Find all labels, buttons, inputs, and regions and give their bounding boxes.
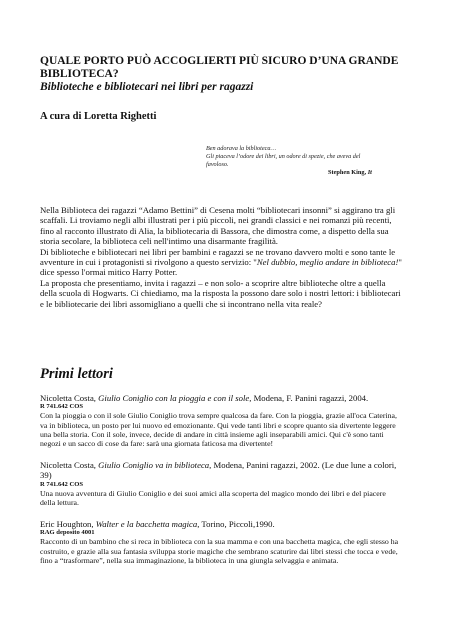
- book-reference: [40, 393, 402, 403]
- curator-line: A cura di Loretta Righetti: [40, 111, 157, 122]
- book-publisher: , Modena, F. Panini ragazzi, 2004.: [249, 393, 369, 403]
- book-publisher: , Modena, Panini ragazzi, 2002. (Le due lune a colori, 39): [40, 460, 397, 481]
- shelf-mark: R 741.642 COS: [40, 480, 84, 488]
- epigraph-line-2: Gli piaceva l’odore dei libri, un odore di spezie, che aveva del: [206, 153, 361, 160]
- document-subtitle: Biblioteche e bibliotecari nei libri per ragazzi: [40, 81, 254, 93]
- intro-text: [40, 205, 402, 309]
- book-publisher: , Torino, Piccoli,1990.: [197, 519, 275, 529]
- epigraph-author: Stephen King,: [328, 169, 367, 176]
- book-description: Una nuova avventura di Giulio Coniglio e dei suoi amici alla scoperta del magico mondo dei libri e del piacere della lettura.: [40, 488, 386, 508]
- book-description: Racconto di un bambino che si reca in biblioteca con la sua mamma e con una bacchetta magica, che egli stesso ha costruito, e grazie alla sua fantasia sviluppa storie magiche che sembrano scaturire dai libri stessi che tocca e vede, fino a “trasformare”, nella sua immaginazione, la biblioteca in una giungla selvaggia e animata.: [40, 537, 399, 565]
- book-author: Nicoletta Costa,: [40, 460, 99, 470]
- book-author: Eric Houghton,: [40, 519, 96, 529]
- intro-p2-end: " dice spesso l'ormai mitico Harry Potter.: [40, 257, 402, 278]
- epigraph-line-3: favoloso.: [206, 161, 229, 168]
- section-heading: Primi lettori: [40, 366, 113, 382]
- book-entry: [40, 460, 402, 507]
- shelf-mark: R 741.642 COS: [40, 403, 84, 411]
- book-reference: [40, 460, 402, 481]
- book-title: Giulio Coniglio con la pioggia e con il sole: [98, 393, 250, 403]
- epigraph-work: It: [367, 169, 372, 176]
- document-title: QUALE PORTO PUÒ ACCOGLIERTI PIÙ SICURO D’UNA GRANDE BIBLIOTECA?: [40, 55, 399, 80]
- epigraph: [206, 145, 361, 169]
- epigraph-line-1: Ben adorava la biblioteca…: [206, 145, 276, 152]
- book-reference: [40, 519, 402, 529]
- intro-paragraph-2: [40, 247, 402, 278]
- book-entry: [40, 393, 402, 448]
- intro-paragraph-1: Nella Biblioteca dei ragazzi “Adamo Bettini” di Cesena molti “bibliotecari insonni” si aggirano tra gli scaffali. Li troviamo negli albi illustrati per i più piccoli, nei grandi classici e nei romanzi più recenti, fino al racconto illustrato di Alia, la bibliotecaria di Bassora, che dimostra come, a dispetto della sua storia secolare, la biblioteca celi nell'intimo una disarmante fragilità.: [40, 205, 396, 247]
- book-title: Walter e la bacchetta magica: [95, 519, 198, 529]
- epigraph-attribution: [328, 169, 372, 176]
- harry-potter-quote: Nel dubbio, meglio andare in biblioteca!: [256, 257, 399, 268]
- intro-p2-start: Di biblioteche e bibliotecari nei libri per bambini e ragazzi se ne trovano davvero molti e sono tante le avventure in cui i protagonisti si rivolgono a questo servizio: ": [40, 246, 396, 268]
- book-description: Con la pioggia o con il sole Giulio Coniglio trova sempre qualcosa da fare. Con la pioggia, grazie all'oca Caterina, va in biblioteca, un posto per lui nuovo ed emozionante. Qui vede tanti libri e scopre quanto sia divertente leggere una bella storia. Con il sole, invece, decide di andare in città insieme agli inseparabili amici. Qui c'è sono tanti negozi e un sacco di cose da fare: sarà una giornata faticosa ma divertente!: [40, 411, 397, 449]
- intro-paragraph-3: La proposta che presentiamo, invita i ragazzi – e non solo- a scoprire altre biblioteche oltre a quella della scuola di Hogwarts. Ci chiediamo, ma la risposta la possono dare solo i nostri lettori: i bibliotecari e le bibliotecarie dei libri assomigliano a quelli che si incontrano nella vita reale?: [40, 277, 401, 309]
- book-author: Nicoletta Costa,: [40, 393, 99, 403]
- shelf-mark: RAG deposito 4001: [40, 529, 95, 537]
- book-entry: [40, 519, 402, 565]
- book-title: Giulio Coniglio va in biblioteca: [98, 460, 210, 470]
